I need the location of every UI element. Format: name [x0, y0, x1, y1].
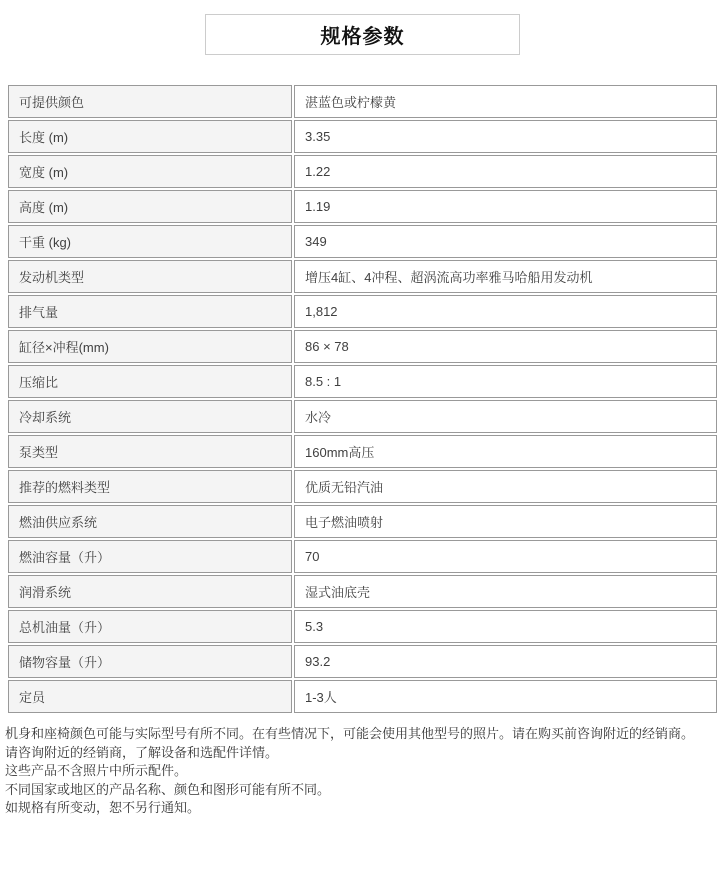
footnote-line: 如规格有所变动，恕不另行通知。: [5, 800, 201, 815]
spec-label: 排气量: [8, 295, 292, 328]
table-row: [8, 645, 717, 678]
table-row: [8, 505, 717, 538]
spec-label: 冷却系统: [8, 400, 292, 433]
table-row: [8, 330, 717, 363]
table-row: [8, 575, 717, 608]
spec-label: 泵类型: [8, 435, 292, 468]
spec-value: 1,812: [294, 295, 717, 328]
spec-table: [6, 83, 719, 715]
spec-value: 1.19: [294, 190, 717, 223]
spec-value: 160mm高压: [294, 435, 717, 468]
table-row: [8, 540, 717, 573]
table-row: [8, 155, 717, 188]
footnote-line: 机身和座椅颜色可能与实际型号有所不同。在有些情况下，可能会使用其他型号的照片。请在购买前咨询附近的经销商。: [5, 726, 695, 741]
spec-label: 干重 (kg): [8, 225, 292, 258]
spec-value: 3.35: [294, 120, 717, 153]
spec-value: 93.2: [294, 645, 717, 678]
spec-label: 缸径×冲程(mm): [8, 330, 292, 363]
spec-value: 1.22: [294, 155, 717, 188]
spec-label: 可提供颜色: [8, 85, 292, 118]
table-row: [8, 470, 717, 503]
table-row: [8, 610, 717, 643]
table-row: [8, 400, 717, 433]
table-row: [8, 680, 717, 713]
spec-value: 349: [294, 225, 717, 258]
footnote-line: 这些产品不含照片中所示配件。: [5, 763, 188, 778]
spec-label: 燃油容量（升）: [8, 540, 292, 573]
spec-value: 水冷: [294, 400, 717, 433]
spec-label: 宽度 (m): [8, 155, 292, 188]
spec-value: 优质无铅汽油: [294, 470, 717, 503]
table-row: [8, 365, 717, 398]
spec-label: 长度 (m): [8, 120, 292, 153]
spec-value: 8.5 : 1: [294, 365, 717, 398]
spec-label: 燃油供应系统: [8, 505, 292, 538]
spec-page: [0, 14, 725, 874]
footnote-line: 不同国家或地区的产品名称、颜色和图形可能有所不同。: [5, 781, 331, 797]
table-row: [8, 190, 717, 223]
table-row: [8, 435, 717, 468]
table-row: [8, 85, 717, 118]
spec-label: 高度 (m): [8, 190, 292, 223]
spec-label: 定员: [8, 680, 292, 713]
table-row: [8, 260, 717, 293]
spec-label: 总机油量（升）: [8, 610, 292, 643]
spec-value: 湿式油底壳: [294, 575, 717, 608]
footnotes: [5, 725, 725, 824]
spec-label: 储物容量（升）: [8, 645, 292, 678]
spec-label: 推荐的燃料类型: [8, 470, 292, 503]
spec-value: 1-3人: [294, 680, 717, 713]
spec-label: 润滑系统: [8, 575, 292, 608]
table-row: [8, 120, 717, 153]
section-title-box: [205, 14, 520, 55]
spec-label: 压缩比: [8, 365, 292, 398]
footnote-line: 请咨询附近的经销商，了解设备和选配件详情。: [5, 744, 279, 760]
spec-label: 发动机类型: [8, 260, 292, 293]
table-row: [8, 295, 717, 328]
spec-value: 5.3: [294, 610, 717, 643]
table-row: [8, 225, 717, 258]
spec-value: 湛蓝色或柠檬黄: [294, 85, 717, 118]
spec-value: 增压4缸、4冲程、超涡流高功率雅马哈船用发动机: [294, 260, 717, 293]
page-title: 规格参数: [320, 26, 405, 48]
spec-value: 电子燃油喷射: [294, 505, 717, 538]
spec-value: 86 × 78: [294, 330, 717, 363]
spec-value: 70: [294, 540, 717, 573]
